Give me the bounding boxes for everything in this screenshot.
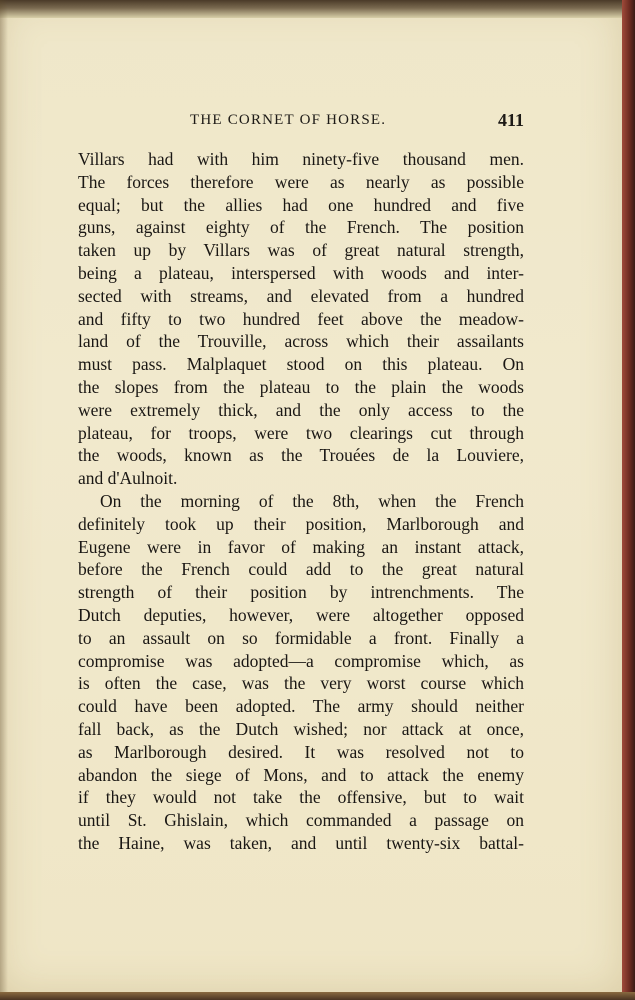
text-line: strength of their position by intrenchments. The <box>78 582 524 603</box>
text-line: abandon the siege of Mons, and to attack the enemy <box>78 764 524 785</box>
text-line: equal; but the allies had one hundred and five <box>78 194 524 215</box>
running-title: THE CORNET OF HORSE. <box>190 112 387 128</box>
text-line: as Marlborough desired. It was resolved not to <box>78 741 524 762</box>
text-line: the Haine, was taken, and until twenty-six battal- <box>78 832 524 853</box>
text-line: definitely took up their position, Marlborough and <box>78 513 524 534</box>
text-line: before the French could add to the great natural <box>78 559 524 580</box>
text-line: land of the Trouville, across which their assailants <box>78 331 524 352</box>
text-line: sected with streams, and elevated from a hundred <box>78 285 524 306</box>
text-line: could have been adopted. The army should neither <box>78 696 524 717</box>
text-line: Eugene were in favor of making an instant attack, <box>78 536 524 557</box>
text-line: if they would not take the offensive, but to wait <box>78 787 524 808</box>
text-line: compromise was adopted—a compromise which, as <box>78 650 524 671</box>
text-line: Dutch deputies, however, were altogether opposed <box>78 604 524 625</box>
text-line: the woods, known as the Trouées de la Louviere, <box>78 445 524 466</box>
text-line: is often the case, was the very worst course which <box>78 673 524 694</box>
text-line: to an assault on so formidable a front. Finally a <box>78 627 524 648</box>
text-line: The forces therefore were as nearly as possible <box>78 171 524 192</box>
page-bottom-edge <box>0 992 635 1000</box>
text-line: guns, against eighty of the French. The position <box>78 217 524 238</box>
text-line: until St. Ghislain, which commanded a passage on <box>78 810 524 831</box>
gutter-shade <box>0 0 8 992</box>
text-line: Villars had with him ninety-five thousand men. <box>78 149 524 169</box>
text-line: and fifty to two hundred feet above the meadow- <box>78 308 524 329</box>
text-line: must pass. Malplaquet stood on this plateau. On <box>78 354 524 375</box>
text-line: plateau, for troops, were two clearings cut through <box>78 422 524 443</box>
body-text <box>78 148 524 855</box>
text-line: taken up by Villars was of great natural strength, <box>78 240 524 261</box>
text-line: were extremely thick, and the only access to the <box>78 399 524 420</box>
text-line: and d'Aulnoit. <box>78 468 178 489</box>
paragraph-start-line: On the morning of the 8th, when the French <box>100 490 524 511</box>
running-head <box>78 110 524 134</box>
page-number: 411 <box>497 110 524 130</box>
text-line: being a plateau, interspersed with woods and inter- <box>78 262 524 283</box>
text-line: the slopes from the plateau to the plain the woods <box>78 376 524 397</box>
text-line: fall back, as the Dutch wished; nor attack at once, <box>78 718 524 739</box>
top-shadow-band <box>0 0 622 18</box>
book-cover-edge <box>622 0 635 1000</box>
